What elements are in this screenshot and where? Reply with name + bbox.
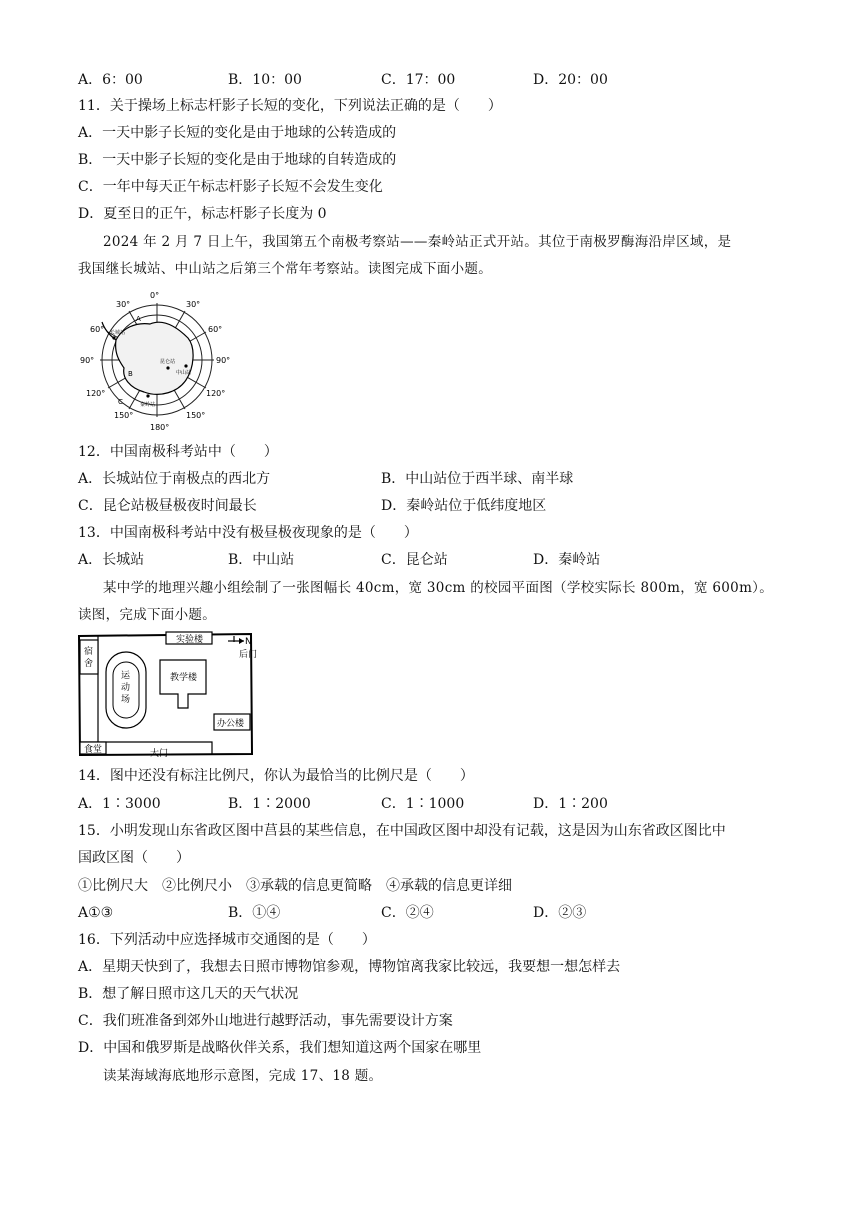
sports-field-label-2: 动 xyxy=(121,683,131,693)
back-gate-label: 后门 xyxy=(239,650,258,660)
q14-option-d: D．1∶200 xyxy=(533,796,608,812)
q12-option-d: D．秦岭站位于低纬度地区 xyxy=(381,498,547,514)
station-kunlun-label: 昆仑站 xyxy=(160,359,176,365)
q10-option-a: A．6：00 xyxy=(78,72,143,88)
station-qinling-marker xyxy=(146,394,149,397)
lab-building-label: 实验楼 xyxy=(176,635,204,645)
teaching-building xyxy=(160,660,206,708)
q14-option-b: B．1∶2000 xyxy=(228,796,311,812)
office-building-label: 办公楼 xyxy=(217,719,245,729)
q12-option-a: A．长城站位于南极点的西北方 xyxy=(78,471,271,487)
station-changcheng-label: 长城站 xyxy=(110,330,126,336)
q15-option-a: A①③ xyxy=(78,905,114,921)
teaching-building-label: 教学楼 xyxy=(170,673,198,683)
q16-option-a: A．星期天快到了，我想去日照市博物馆参观，博物馆离我家比较远，我要想一想怎样去 xyxy=(78,959,621,975)
q13-option-c: C．昆仑站 xyxy=(381,552,448,568)
q11-option-d: D．夏至日的正午，标志杆影子长度为 0 xyxy=(78,206,327,222)
passage3: 读某海域海底地形示意图，完成 17、18 题。 xyxy=(103,1068,383,1084)
station-kunlun-marker xyxy=(166,366,169,369)
passage1-line1: 2024 年 2 月 7 日上午，我国第五个南极考察站——秦岭站正式开站。其位于南极罗酶海沿岸区域，是 xyxy=(103,234,732,250)
main-gate-label: 大门 xyxy=(150,749,169,758)
q15-stem-line1: 15．小明发现山东省政区图中莒县的某些信息，在中国政区图中却没有记载，这是因为山东省政区图比中 xyxy=(78,823,726,839)
q14-stem: 14．图中还没有标注比例尺，你认为最恰当的比例尺是（ ） xyxy=(78,768,474,784)
q16-option-d: D．中国和俄罗斯是战略伙伴关系，我们想知道这两个国家在哪里 xyxy=(78,1040,482,1056)
q15-option-b: B．①④ xyxy=(228,905,281,921)
q15-statements: ①比例尺大 ②比例尺小 ③承载的信息更简略 ④承载的信息更详细 xyxy=(78,878,512,894)
q14-option-c: C．1∶1000 xyxy=(381,796,465,812)
campus-map xyxy=(76,630,258,758)
antarctica-map xyxy=(78,288,238,432)
lon-label-60e: 60° xyxy=(208,325,223,334)
q11-stem: 11．关于操场上标志杆影子长短的变化，下列说法正确的是（ ） xyxy=(78,98,502,114)
q15-option-d: D．②③ xyxy=(533,905,587,921)
map-label-a: A xyxy=(136,315,141,323)
q13-option-a: A．长城站 xyxy=(78,552,145,568)
q15-stem-line2: 国政区图（ ） xyxy=(78,850,190,866)
station-zhongshan-label: 中山站 xyxy=(176,370,192,376)
q14-option-a: A．1∶3000 xyxy=(78,796,161,812)
lon-label-90e: 90° xyxy=(216,356,231,365)
passage2-line2: 读图，完成下面小题。 xyxy=(78,607,216,623)
q15-option-c: C．②④ xyxy=(381,905,434,921)
q16-option-c: C．我们班准备到郊外山地进行越野活动，事先需要设计方案 xyxy=(78,1013,453,1029)
station-changcheng-marker xyxy=(112,336,115,339)
dormitory-label-2: 舍 xyxy=(84,659,94,669)
station-qinling-label: 秦岭站 xyxy=(140,402,156,408)
q11-option-c: C．一年中每天正午标志杆影子长短不会发生变化 xyxy=(78,179,383,195)
lon-label-150e: 150° xyxy=(186,411,206,420)
canteen-label: 食堂 xyxy=(84,745,103,755)
passage1-line2: 我国继长城站、中山站之后第三个常年考察站。读图完成下面小题。 xyxy=(78,261,492,277)
lon-label-180: 180° xyxy=(150,423,170,432)
lon-label-30e: 30° xyxy=(186,300,201,309)
lon-label-120w: 120° xyxy=(86,389,106,398)
q12-option-b: B．中山站位于西半球、南半球 xyxy=(381,471,574,487)
q13-option-b: B．中山站 xyxy=(228,552,295,568)
passage2-line1: 某中学的地理兴趣小组绘制了一张图幅长 40cm，宽 30cm 的校园平面图（学校实际长 800m，宽 600m）。 xyxy=(103,580,774,596)
lon-label-0: 0° xyxy=(150,291,160,300)
lon-label-30w: 30° xyxy=(116,300,131,309)
q16-option-b: B．想了解日照市这几天的天气状况 xyxy=(78,986,299,1002)
q12-option-c: C．昆仑站极昼极夜时间最长 xyxy=(78,498,257,514)
q13-stem: 13．中国南极科考站中没有极昼极夜现象的是（ ） xyxy=(78,525,418,541)
q12-stem: 12．中国南极科考站中（ ） xyxy=(78,444,278,460)
q16-stem: 16．下列活动中应选择城市交通图的是（ ） xyxy=(78,932,376,948)
q11-option-b: B．一天中影子长短的变化是由于地球的自转造成的 xyxy=(78,152,397,168)
lon-label-150w: 150° xyxy=(114,411,134,420)
sports-field-label-3: 场 xyxy=(121,695,131,705)
lon-label-60w: 60° xyxy=(90,325,105,334)
lon-label-90w: 90° xyxy=(80,356,95,365)
q10-option-c: C．17：00 xyxy=(381,72,456,88)
north-arrow-label: N xyxy=(245,637,252,647)
q11-option-a: A．一天中影子长短的变化是由于地球的公转造成的 xyxy=(78,125,397,141)
dormitory-label-1: 宿 xyxy=(84,647,94,657)
q10-option-d: D．20：00 xyxy=(533,72,608,88)
map-label-b: B xyxy=(128,370,133,378)
q13-option-d: D．秦岭站 xyxy=(533,552,601,568)
lon-label-120e: 120° xyxy=(206,389,226,398)
map-label-c: C xyxy=(118,398,123,406)
q10-option-b: B．10：00 xyxy=(228,72,302,88)
station-zhongshan-marker xyxy=(184,364,187,367)
sports-field-label-1: 运 xyxy=(121,671,131,681)
